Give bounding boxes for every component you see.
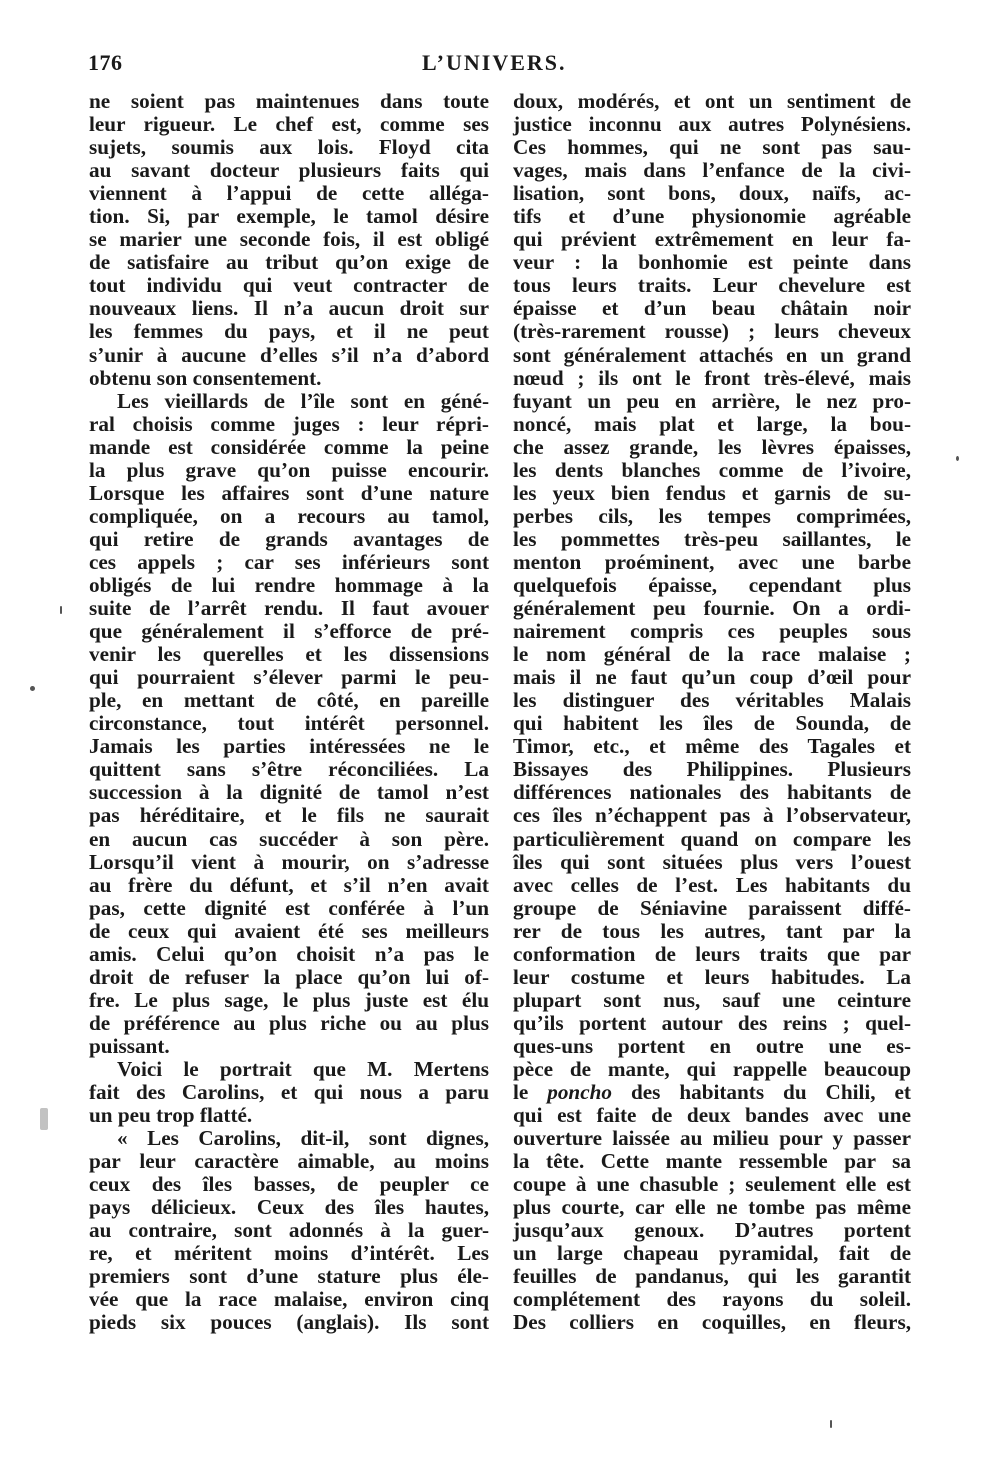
text-line: menton proéminent, avec une barbe	[513, 549, 911, 574]
text-line: qui retire de grands avantages de	[89, 526, 489, 551]
text-line: tous leurs traits. Leur chevelure est	[513, 273, 911, 298]
text-line: succession à la dignité de tamol n’est	[89, 780, 489, 805]
text-line: (très-rarement rousse) ; leurs cheveux	[513, 319, 911, 344]
text-line: circonstance, tout intérêt personnel.	[89, 711, 489, 736]
text-line: qui habitent les îles de Sounda, de	[513, 711, 911, 736]
text-line: un peu trop flatté.	[89, 1103, 253, 1128]
text-line: compliquée, on a recours au tamol,	[89, 503, 489, 528]
scan-speck	[30, 686, 35, 691]
text-line: tifs et d’une physionomie agréable	[513, 204, 911, 229]
text-line: quelquefois épaisse, cependant plus	[513, 572, 911, 597]
running-head	[88, 50, 908, 80]
text-run: le	[513, 1080, 548, 1105]
text-line: de ceux qui avaient été ses meilleurs	[89, 918, 489, 943]
text-line: leur costume et leurs habitudes. La	[513, 964, 911, 989]
text-line: Lorsqu’il vient à mourir, on s’adresse	[89, 849, 489, 874]
text-line: ral choisis comme juges : leur répri-	[89, 411, 489, 436]
text-line: tout individu qui veut contracter de	[89, 273, 489, 298]
text-line	[513, 1081, 911, 1104]
scan-speck	[956, 456, 959, 461]
text-line: venir les querelles et les dissensions	[89, 642, 489, 667]
text-line: sujets, soumis aux lois. Floyd cita	[89, 135, 489, 160]
text-line: perbes cils, les tempes comprimées,	[513, 503, 911, 528]
text-line: Bissayes des Philippines. Plusieurs	[513, 757, 911, 782]
text-line: jusqu’aux genoux. D’autres portent	[513, 1218, 911, 1243]
text-line: généralement peu fournie. On a ordi-	[513, 596, 911, 621]
text-line: vée que la race malaise, environ cinq	[89, 1287, 489, 1312]
text-line: s’unir à aucune d’elles s’il n’a d’abord	[89, 342, 489, 367]
text-line: nœud ; ils ont le front très-élevé, mais	[513, 365, 911, 390]
text-line: Timor, etc., et même des Tagales et	[513, 734, 911, 759]
text-line: Ces hommes, qui ne sont pas sau-	[513, 135, 911, 160]
text-line: différences nationales des habitants de	[513, 780, 911, 805]
text-line: viennent à l’appui de cette alléga-	[89, 181, 489, 206]
text-line: ple, en mettant de côté, en pareille	[89, 688, 489, 713]
text-line: premiers sont d’une stature plus éle-	[89, 1264, 489, 1289]
text-line: se marier une seconde fois, il est obligé	[89, 227, 489, 252]
text-line: au frère du défunt, et s’il n’en avait	[89, 872, 489, 897]
italic-term: poncho	[547, 1080, 612, 1105]
text-line: groupe de Séniavine paraissent diffé-	[513, 895, 911, 920]
text-line: vages, mais dans l’enfance de la civi-	[513, 158, 911, 183]
text-line: les dents blanches comme de l’ivoire,	[513, 457, 911, 482]
text-line: avec celles de l’est. Les habitants du	[513, 872, 911, 897]
text-line: ces appels ; car ses inférieurs sont	[89, 549, 489, 574]
text-line: qu’ils portent autour des reins ; quel-	[513, 1010, 911, 1035]
text-line: obligés de lui rendre hommage à la	[89, 572, 489, 597]
text-line: fait des Carolins, et qui nous a paru	[89, 1080, 489, 1105]
text-run: des habitants du Chili, et	[612, 1080, 911, 1105]
text-line: ceux des îles basses, de peupler ce	[89, 1172, 489, 1197]
text-line: noncé, mais plat et large, la bou-	[513, 411, 911, 436]
right-text-column	[513, 90, 911, 1335]
text-line: ques-uns portent en outre une es-	[513, 1033, 911, 1058]
text-line: Voici le portrait que M. Mertens	[117, 1056, 489, 1081]
page-number: 176	[88, 50, 123, 75]
text-line: les femmes du pays, et il ne peut	[89, 319, 489, 344]
text-line: ouverture laissée au milieu pour y passer	[513, 1126, 911, 1151]
text-line: pèce de mante, qui rappelle beaucoup	[513, 1056, 911, 1081]
text-line: pas, cette dignité est conférée à l’un	[89, 895, 489, 920]
text-line: pieds six pouces (anglais). Ils sont	[89, 1310, 489, 1335]
text-line: leur rigueur. Le chef est, comme ses	[89, 112, 489, 137]
text-line: nouveaux liens. Il n’a aucun droit sur	[89, 296, 489, 321]
text-line: puissant.	[89, 1033, 170, 1058]
text-line: de satisfaire au tribut qu’on exige de	[89, 250, 489, 275]
text-line: lisation, sont bons, doux, naïfs, ac-	[513, 181, 911, 206]
text-line: particulièrement quand on compare les	[513, 826, 911, 851]
text-line: qui pourraient s’élever parmi le peu-	[89, 665, 489, 690]
text-line: qui est faite de deux bandes avec une	[513, 1103, 911, 1128]
text-line: de préférence au plus riche ou au plus	[89, 1010, 489, 1035]
text-line: coupe à une chasuble ; seulement elle est	[513, 1172, 911, 1197]
text-line: sont généralement attachés en un grand	[513, 342, 911, 367]
text-line: veur : la bonhomie est peinte dans	[513, 250, 911, 275]
text-line: par leur caractère aimable, au moins	[89, 1149, 489, 1174]
text-line: suite de l’arrêt rendu. Il faut avouer	[89, 596, 489, 621]
text-line: che assez grande, les lèvres épaisses,	[513, 434, 911, 459]
text-line: plus courte, car elle ne tombe pas même	[513, 1195, 911, 1220]
text-line: la plus grave qu’on puisse encourir.	[89, 457, 489, 482]
text-line: « Les Carolins, dit-il, sont dignes,	[117, 1126, 489, 1151]
text-line: mande est considérée comme la peine	[89, 434, 489, 459]
left-text-column	[89, 90, 489, 1335]
text-line: au contraire, sont adonnés à la guer-	[89, 1218, 489, 1243]
running-title: L’UNIVERS.	[422, 50, 567, 75]
text-line: justice inconnu aux autres Polynésiens.	[513, 112, 911, 137]
text-line: nairement compris ces peuples sous	[513, 619, 911, 644]
text-line: Lorsque les affaires sont d’une nature	[89, 480, 489, 505]
scan-speck	[830, 1420, 832, 1428]
text-line: que généralement il s’efforce de pré-	[89, 619, 489, 644]
text-line: amis. Celui qu’on choisit n’a pas le	[89, 941, 489, 966]
text-line: fuyant un peu en arrière, le nez pro-	[513, 388, 911, 413]
text-line: doux, modérés, et ont un sentiment de	[513, 89, 911, 113]
text-line: complétement des rayons du soleil.	[513, 1287, 911, 1312]
text-line: re, et méritent moins d’intérêt. Les	[89, 1241, 489, 1266]
text-line: pas héréditaire, et le fils ne saurait	[89, 803, 489, 828]
text-line: épaisse et d’un beau châtain noir	[513, 296, 911, 321]
text-line: qui prévient extrêmement en leur fa-	[513, 227, 911, 252]
text-line: les distinguer des véritables Malais	[513, 688, 911, 713]
text-line: fre. Le plus sage, le plus juste est élu	[89, 987, 489, 1012]
scan-speck	[60, 606, 62, 614]
text-line: Des colliers en coquilles, en fleurs,	[513, 1310, 911, 1335]
text-line: ne soient pas maintenues dans toute	[89, 89, 489, 113]
text-line: droit de refuser la place qu’on lui of-	[89, 964, 489, 989]
text-line: Les vieillards de l’île sont en géné-	[117, 388, 489, 413]
text-line: les pommettes très-peu saillantes, le	[513, 526, 911, 551]
text-line: ces îles n’échappent pas à l’observateur,	[513, 803, 911, 828]
text-line: en aucun cas succéder à son père.	[89, 826, 489, 851]
text-line: obtenu son consentement.	[89, 365, 322, 390]
text-line: au savant docteur plusieurs faits qui	[89, 158, 489, 183]
text-line: les yeux bien fendus et garnis de su-	[513, 480, 911, 505]
text-line: plupart sont nus, sauf une ceinture	[513, 987, 911, 1012]
text-line: Jamais les parties intéressées ne le	[89, 734, 489, 759]
scan-speck	[40, 1108, 48, 1130]
text-line: un large chapeau pyramidal, fait de	[513, 1241, 911, 1266]
text-line: îles qui sont situées plus vers l’ouest	[513, 849, 911, 874]
text-line: quittent sans s’être réconciliées. La	[89, 757, 489, 782]
text-line: conformation de leurs traits que par	[513, 941, 911, 966]
text-line: tion. Si, par exemple, le tamol désire	[89, 204, 489, 229]
text-line: feuilles de pandanus, qui les garantit	[513, 1264, 911, 1289]
text-line: le nom général de la race malaise ;	[513, 642, 911, 667]
text-line: mais il ne faut qu’un coup d’œil pour	[513, 665, 911, 690]
text-line: rer de tous les autres, tant par la	[513, 918, 911, 943]
text-line: pays délicieux. Ceux des îles hautes,	[89, 1195, 489, 1220]
text-line: la tête. Cette mante ressemble par sa	[513, 1149, 911, 1174]
